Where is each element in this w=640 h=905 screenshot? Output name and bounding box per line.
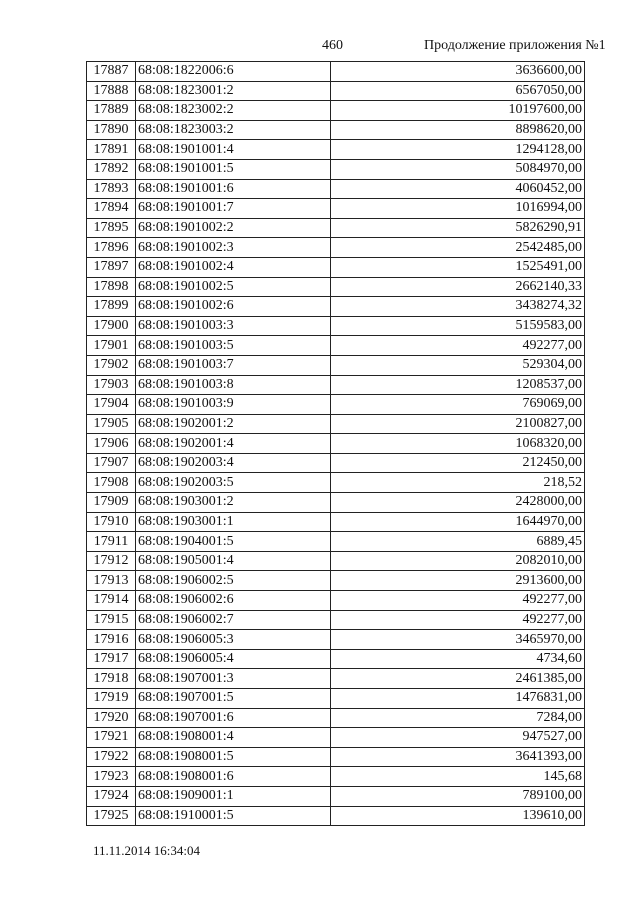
cadastral-value: 5159583,00 [331, 316, 585, 336]
row-number: 17910 [87, 512, 136, 532]
cadastral-number: 68:08:1822006:6 [136, 62, 331, 82]
table-row [87, 708, 585, 728]
row-number: 17920 [87, 708, 136, 728]
table-row [87, 512, 585, 532]
table-row [87, 101, 585, 121]
cadastral-number: 68:08:1901003:7 [136, 355, 331, 375]
cadastral-number: 68:08:1905001:4 [136, 551, 331, 571]
row-number: 17901 [87, 336, 136, 356]
cadastral-number: 68:08:1901003:9 [136, 395, 331, 415]
cadastral-number: 68:08:1901003:3 [136, 316, 331, 336]
table-row [87, 62, 585, 82]
cadastral-value: 492277,00 [331, 610, 585, 630]
cadastral-number: 68:08:1823001:2 [136, 81, 331, 101]
row-number: 17895 [87, 218, 136, 238]
cadastral-number: 68:08:1901001:6 [136, 179, 331, 199]
print-timestamp: 11.11.2014 16:34:04 [93, 843, 201, 858]
cadastral-value: 3641393,00 [331, 747, 585, 767]
cadastral-value: 3636600,00 [331, 62, 585, 82]
cadastral-value: 212450,00 [331, 453, 585, 473]
cadastral-number: 68:08:1901001:4 [136, 140, 331, 160]
row-number: 17890 [87, 120, 136, 140]
row-number: 17897 [87, 257, 136, 277]
table-row [87, 571, 585, 591]
cadastral-value: 139610,00 [331, 806, 585, 826]
table-row [87, 120, 585, 140]
cadastral-value: 7284,00 [331, 708, 585, 728]
cadastral-value: 2428000,00 [331, 493, 585, 513]
cadastral-number: 68:08:1902001:4 [136, 434, 331, 454]
page-number: 460 [322, 38, 343, 53]
table-row [87, 806, 585, 826]
cadastral-value: 1476831,00 [331, 689, 585, 709]
table-row [87, 551, 585, 571]
table-row [87, 395, 585, 415]
cadastral-number: 68:08:1902003:5 [136, 473, 331, 493]
table-row [87, 532, 585, 552]
row-number: 17922 [87, 747, 136, 767]
cadastral-number: 68:08:1910001:5 [136, 806, 331, 826]
cadastral-table-container [86, 61, 585, 826]
cadastral-value: 218,52 [331, 473, 585, 493]
cadastral-value: 1016994,00 [331, 199, 585, 219]
cadastral-number: 68:08:1901003:8 [136, 375, 331, 395]
row-number: 17891 [87, 140, 136, 160]
cadastral-value: 2913600,00 [331, 571, 585, 591]
cadastral-number: 68:08:1904001:5 [136, 532, 331, 552]
row-number: 17918 [87, 669, 136, 689]
table-row [87, 336, 585, 356]
cadastral-value: 1208537,00 [331, 375, 585, 395]
table-row [87, 199, 585, 219]
table-row [87, 218, 585, 238]
table-row [87, 297, 585, 317]
row-number: 17912 [87, 551, 136, 571]
cadastral-value: 947527,00 [331, 728, 585, 748]
row-number: 17919 [87, 689, 136, 709]
cadastral-value: 4734,60 [331, 649, 585, 669]
row-number: 17896 [87, 238, 136, 258]
cadastral-value: 2461385,00 [331, 669, 585, 689]
table-row [87, 610, 585, 630]
cadastral-number: 68:08:1901002:5 [136, 277, 331, 297]
row-number: 17904 [87, 395, 136, 415]
cadastral-number: 68:08:1823003:2 [136, 120, 331, 140]
row-number: 17888 [87, 81, 136, 101]
row-number: 17892 [87, 159, 136, 179]
cadastral-value: 4060452,00 [331, 179, 585, 199]
cadastral-number: 68:08:1906005:3 [136, 630, 331, 650]
table-row [87, 81, 585, 101]
cadastral-number: 68:08:1908001:5 [136, 747, 331, 767]
cadastral-value: 1294128,00 [331, 140, 585, 160]
cadastral-number: 68:08:1906002:7 [136, 610, 331, 630]
cadastral-number: 68:08:1823002:2 [136, 101, 331, 121]
row-number: 17907 [87, 453, 136, 473]
table-row [87, 649, 585, 669]
table-row [87, 414, 585, 434]
cadastral-value: 5084970,00 [331, 159, 585, 179]
cadastral-number: 68:08:1901002:2 [136, 218, 331, 238]
row-number: 17903 [87, 375, 136, 395]
cadastral-table-body [87, 62, 585, 826]
cadastral-value: 8898620,00 [331, 120, 585, 140]
cadastral-value: 1068320,00 [331, 434, 585, 454]
row-number: 17894 [87, 199, 136, 219]
row-number: 17906 [87, 434, 136, 454]
cadastral-number: 68:08:1908001:6 [136, 767, 331, 787]
row-number: 17921 [87, 728, 136, 748]
table-row [87, 140, 585, 160]
cadastral-number: 68:08:1901001:5 [136, 159, 331, 179]
cadastral-value: 145,68 [331, 767, 585, 787]
cadastral-number: 68:08:1901002:3 [136, 238, 331, 258]
row-number: 17924 [87, 786, 136, 806]
cadastral-value: 5826290,91 [331, 218, 585, 238]
row-number: 17889 [87, 101, 136, 121]
row-number: 17905 [87, 414, 136, 434]
table-row [87, 375, 585, 395]
row-number: 17923 [87, 767, 136, 787]
table-row [87, 453, 585, 473]
table-row [87, 591, 585, 611]
cadastral-number: 68:08:1903001:2 [136, 493, 331, 513]
table-row [87, 669, 585, 689]
row-number: 17913 [87, 571, 136, 591]
cadastral-value: 492277,00 [331, 591, 585, 611]
cadastral-table [86, 61, 585, 826]
cadastral-number: 68:08:1902001:2 [136, 414, 331, 434]
row-number: 17898 [87, 277, 136, 297]
cadastral-number: 68:08:1901003:5 [136, 336, 331, 356]
table-row [87, 728, 585, 748]
cadastral-number: 68:08:1907001:5 [136, 689, 331, 709]
cadastral-number: 68:08:1901001:7 [136, 199, 331, 219]
cadastral-value: 6889,45 [331, 532, 585, 552]
cadastral-number: 68:08:1907001:6 [136, 708, 331, 728]
cadastral-value: 1644970,00 [331, 512, 585, 532]
table-row [87, 786, 585, 806]
cadastral-value: 2100827,00 [331, 414, 585, 434]
page-caption: Продолжение приложения №1 [424, 38, 606, 53]
row-number: 17899 [87, 297, 136, 317]
cadastral-value: 789100,00 [331, 786, 585, 806]
table-row [87, 473, 585, 493]
cadastral-number: 68:08:1903001:1 [136, 512, 331, 532]
table-row [87, 238, 585, 258]
cadastral-value: 492277,00 [331, 336, 585, 356]
table-row [87, 159, 585, 179]
row-number: 17916 [87, 630, 136, 650]
table-row [87, 316, 585, 336]
table-row [87, 689, 585, 709]
row-number: 17925 [87, 806, 136, 826]
table-row [87, 747, 585, 767]
cadastral-value: 6567050,00 [331, 81, 585, 101]
cadastral-number: 68:08:1909001:1 [136, 786, 331, 806]
cadastral-value: 529304,00 [331, 355, 585, 375]
row-number: 17893 [87, 179, 136, 199]
cadastral-number: 68:08:1906002:6 [136, 591, 331, 611]
row-number: 17900 [87, 316, 136, 336]
row-number: 17915 [87, 610, 136, 630]
table-row [87, 257, 585, 277]
cadastral-number: 68:08:1901002:4 [136, 257, 331, 277]
cadastral-value: 769069,00 [331, 395, 585, 415]
cadastral-value: 10197600,00 [331, 101, 585, 121]
row-number: 17908 [87, 473, 136, 493]
table-row [87, 767, 585, 787]
cadastral-number: 68:08:1908001:4 [136, 728, 331, 748]
cadastral-value: 3465970,00 [331, 630, 585, 650]
table-row [87, 493, 585, 513]
cadastral-value: 2542485,00 [331, 238, 585, 258]
cadastral-number: 68:08:1902003:4 [136, 453, 331, 473]
table-row [87, 179, 585, 199]
table-row [87, 434, 585, 454]
table-row [87, 277, 585, 297]
cadastral-number: 68:08:1906002:5 [136, 571, 331, 591]
row-number: 17917 [87, 649, 136, 669]
cadastral-value: 2082010,00 [331, 551, 585, 571]
row-number: 17911 [87, 532, 136, 552]
cadastral-value: 3438274,32 [331, 297, 585, 317]
cadastral-number: 68:08:1907001:3 [136, 669, 331, 689]
cadastral-value: 2662140,33 [331, 277, 585, 297]
cadastral-number: 68:08:1906005:4 [136, 649, 331, 669]
row-number: 17887 [87, 62, 136, 82]
cadastral-number: 68:08:1901002:6 [136, 297, 331, 317]
table-row [87, 355, 585, 375]
table-row [87, 630, 585, 650]
row-number: 17909 [87, 493, 136, 513]
cadastral-value: 1525491,00 [331, 257, 585, 277]
row-number: 17902 [87, 355, 136, 375]
row-number: 17914 [87, 591, 136, 611]
